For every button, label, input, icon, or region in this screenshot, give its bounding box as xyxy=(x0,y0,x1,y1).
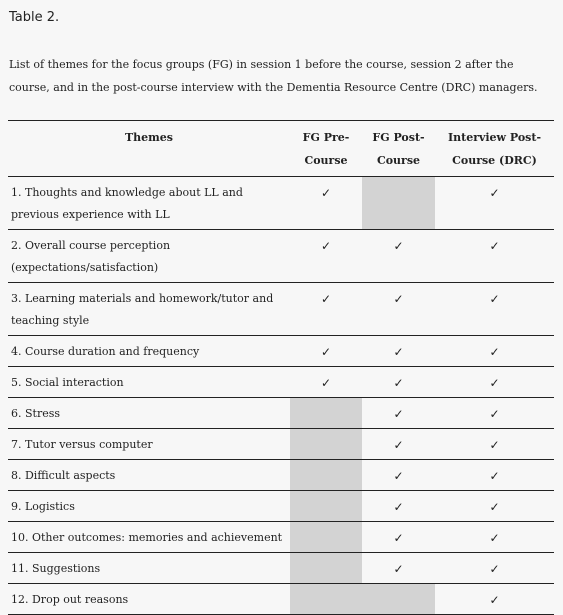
fg-pre-cell-shaded xyxy=(290,491,362,522)
fg-post-cell-check-icon: ✓ xyxy=(362,522,435,553)
interview-cell-check-icon: ✓ xyxy=(435,398,554,429)
fg-pre-cell-shaded xyxy=(290,460,362,491)
theme-cell: 7. Tutor versus computer xyxy=(8,429,290,460)
interview-cell-check-icon: ✓ xyxy=(435,230,554,283)
theme-cell: 12. Drop out reasons xyxy=(11,593,129,606)
fg-pre-cell-shaded xyxy=(290,522,362,553)
fg-pre-cell-check-icon: ✓ xyxy=(290,283,362,336)
fg-pre-cell-check-icon: ✓ xyxy=(290,177,362,230)
fg-post-cell-check-icon: ✓ xyxy=(362,429,435,460)
fg-pre-cell-shaded xyxy=(290,584,362,615)
fg-post-cell-check-icon: ✓ xyxy=(362,230,435,283)
interview-cell-check-icon: ✓ xyxy=(435,460,554,491)
fg-post-cell-check-icon: ✓ xyxy=(362,460,435,491)
fg-pre-cell-shaded xyxy=(290,429,362,460)
table-row xyxy=(8,177,554,230)
header-themes: Themes xyxy=(8,121,290,177)
fg-post-cell-check-icon: ✓ xyxy=(362,491,435,522)
table-row xyxy=(8,367,554,398)
table-row xyxy=(8,584,554,615)
fg-post-cell-check-icon: ✓ xyxy=(362,367,435,398)
fg-post-cell-check-icon: ✓ xyxy=(362,283,435,336)
fg-post-cell-check-icon: ✓ xyxy=(362,398,435,429)
theme-cell: 8. Difficult aspects xyxy=(8,460,290,491)
header-interview-post-course: Interview Post-Course (DRC) xyxy=(435,121,554,177)
fg-pre-cell-shaded xyxy=(290,398,362,429)
interview-cell-check-icon: ✓ xyxy=(435,336,554,367)
theme-cell: 5. Social interaction xyxy=(8,367,290,398)
table-row xyxy=(8,553,554,584)
fg-pre-cell-shaded xyxy=(290,553,362,584)
header-fg-pre-course: FG Pre-Course xyxy=(290,121,362,177)
themes-table xyxy=(8,120,554,615)
table-row xyxy=(8,460,554,491)
table-body xyxy=(8,177,554,615)
table-row xyxy=(8,398,554,429)
interview-cell-check-icon: ✓ xyxy=(435,553,554,584)
fg-pre-cell-check-icon: ✓ xyxy=(290,367,362,398)
fg-post-cell-check-icon: ✓ xyxy=(362,336,435,367)
theme-cell: 6. Stress xyxy=(8,398,290,429)
header-row xyxy=(8,121,554,177)
fg-post-cell-check-icon: ✓ xyxy=(362,553,435,584)
table-row xyxy=(8,230,554,283)
interview-cell-check-icon: ✓ xyxy=(435,491,554,522)
interview-cell-check-icon: ✓ xyxy=(489,593,500,607)
table-row xyxy=(8,429,554,460)
theme-cell: 1. Thoughts and knowledge about LL and previous experience with LL xyxy=(8,177,290,230)
table-row xyxy=(8,491,554,522)
table-row xyxy=(8,336,554,367)
theme-cell: 11. Suggestions xyxy=(8,553,290,584)
table-row xyxy=(8,283,554,336)
table-label: Table 2. xyxy=(9,10,60,25)
theme-cell: 4. Course duration and frequency xyxy=(8,336,290,367)
header-fg-post-course: FG Post-Course xyxy=(362,121,435,177)
interview-cell-check-icon: ✓ xyxy=(435,283,554,336)
interview-cell-check-icon: ✓ xyxy=(435,429,554,460)
theme-cell: 10. Other outcomes: memories and achievement xyxy=(8,522,290,553)
fg-post-cell-shaded xyxy=(362,177,435,230)
fg-pre-cell-check-icon: ✓ xyxy=(290,336,362,367)
fg-post-cell-shaded xyxy=(362,584,435,615)
interview-cell-check-icon: ✓ xyxy=(435,367,554,398)
theme-cell: 9. Logistics xyxy=(8,491,290,522)
theme-cell: 3. Learning materials and homework/tutor and teaching style xyxy=(8,283,290,336)
interview-cell-check-icon: ✓ xyxy=(435,522,554,553)
fg-pre-cell-check-icon: ✓ xyxy=(290,230,362,283)
table-caption: List of themes for the focus groups (FG) in session 1 before the course, session 2 after the course, and in the post-course interview with the Dementia Resource Centre (DRC) managers. xyxy=(9,58,538,94)
theme-cell: 2. Overall course perception (expectations/satisfaction) xyxy=(8,230,290,283)
table-row xyxy=(8,522,554,553)
interview-cell-check-icon: ✓ xyxy=(435,177,554,230)
